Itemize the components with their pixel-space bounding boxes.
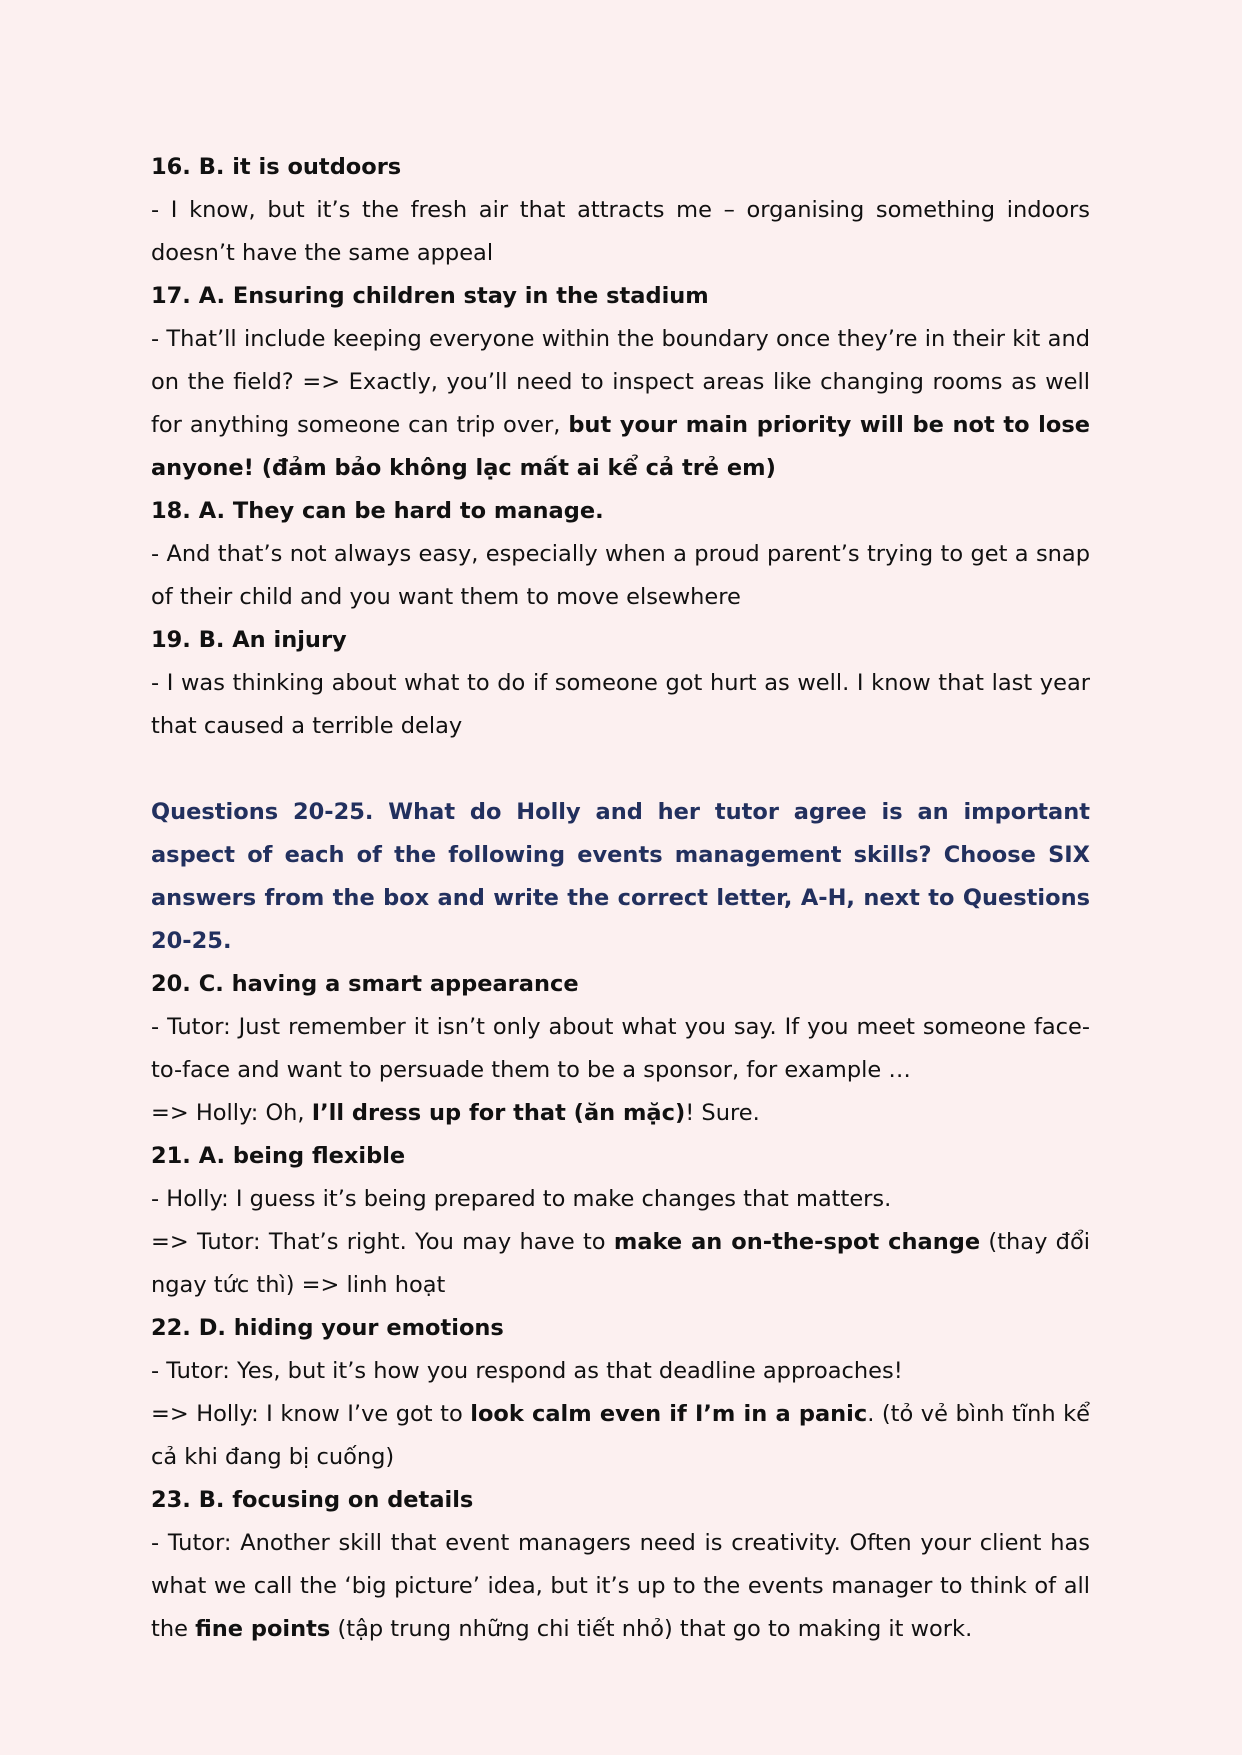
explanation-22-line2 <box>151 1393 1090 1479</box>
explanation-20-line1: - Tutor: Just remember it isn’t only about what you say. If you meet someone face-to-face and want to persuade them to be a sponsor, for example … <box>151 1014 1090 1083</box>
explanation-23 <box>151 1522 1090 1651</box>
explanation-20-emphasis: I’ll dress up for that (ăn mặc) <box>311 1100 686 1126</box>
answer-20: 20. C. having a smart appearance <box>151 971 579 997</box>
explanation-21-emphasis: make an on-the-spot change <box>613 1229 981 1255</box>
explanation-23-prefix: - Tutor: Another skill that event managers need is creativity. Often your client has what we call the ‘big picture’ idea, but it’s up to the events manager to think of all the <box>151 1530 1090 1642</box>
explanation-22-suffix: . (tỏ vẻ bình tĩnh kể cả khi đang bị cuống) <box>151 1401 1090 1470</box>
explanation-21-suffix: (thay đổi ngay tức thì) => linh hoạt <box>151 1229 1090 1298</box>
explanation-17-emphasis: but your main priority will be not to lose anyone! (đảm bảo không lạc mất ai kể cả trẻ em) <box>151 412 1090 481</box>
explanation-17-text: - That’ll include keeping everyone within the boundary once they’re in their kit and on the field? => Exactly, you’ll need to inspect areas like changing rooms as well for anything someone can trip over, <box>151 326 1090 438</box>
answer-17: 17. A. Ensuring children stay in the stadium <box>151 283 709 309</box>
explanation-20-prefix: => Holly: Oh, <box>151 1100 312 1126</box>
explanation-17 <box>151 318 1090 490</box>
explanation-19: - I was thinking about what to do if someone got hurt as well. I know that last year that caused a terrible delay <box>151 670 1090 739</box>
section-heading: Questions 20-25. What do Holly and her tutor agree is an important aspect of each of the following events management skills? Choose SIX answers from the box and write the correct letter, A-H, next to Questions 20-25. <box>151 799 1090 954</box>
explanation-21-line1: - Holly: I guess it’s being prepared to make changes that matters. <box>151 1186 892 1212</box>
answer-23: 23. B. focusing on details <box>151 1487 474 1513</box>
explanation-22-line1: - Tutor: Yes, but it’s how you respond as that deadline approaches! <box>151 1358 903 1384</box>
explanation-18: - And that’s not always easy, especially when a proud parent’s trying to get a snap of their child and you want them to move elsewhere <box>151 541 1090 610</box>
explanation-23-suffix: (tập trung những chi tiết nhỏ) that go to making it work. <box>330 1616 973 1642</box>
explanation-20-suffix: ! Sure. <box>685 1100 760 1126</box>
explanation-20-line2 <box>151 1092 1090 1135</box>
explanation-22-emphasis: look calm even if I’m in a panic <box>470 1401 868 1427</box>
explanation-16: - I know, but it’s the fresh air that attracts me – organising something indoors doesn’t have the same appeal <box>151 197 1090 266</box>
answer-21: 21. A. being flexible <box>151 1143 406 1169</box>
explanation-21-prefix: => Tutor: That’s right. You may have to <box>151 1229 614 1255</box>
answer-16: 16. B. it is outdoors <box>151 154 402 180</box>
answer-19: 19. B. An injury <box>151 627 347 653</box>
answer-22: 22. D. hiding your emotions <box>151 1315 504 1341</box>
explanation-22-prefix: => Holly: I know I’ve got to <box>151 1401 471 1427</box>
explanation-23-emphasis: fine points <box>195 1616 331 1642</box>
answer-18: 18. A. They can be hard to manage. <box>151 498 604 524</box>
explanation-21-line2 <box>151 1221 1090 1307</box>
section-spacer <box>151 748 1090 791</box>
